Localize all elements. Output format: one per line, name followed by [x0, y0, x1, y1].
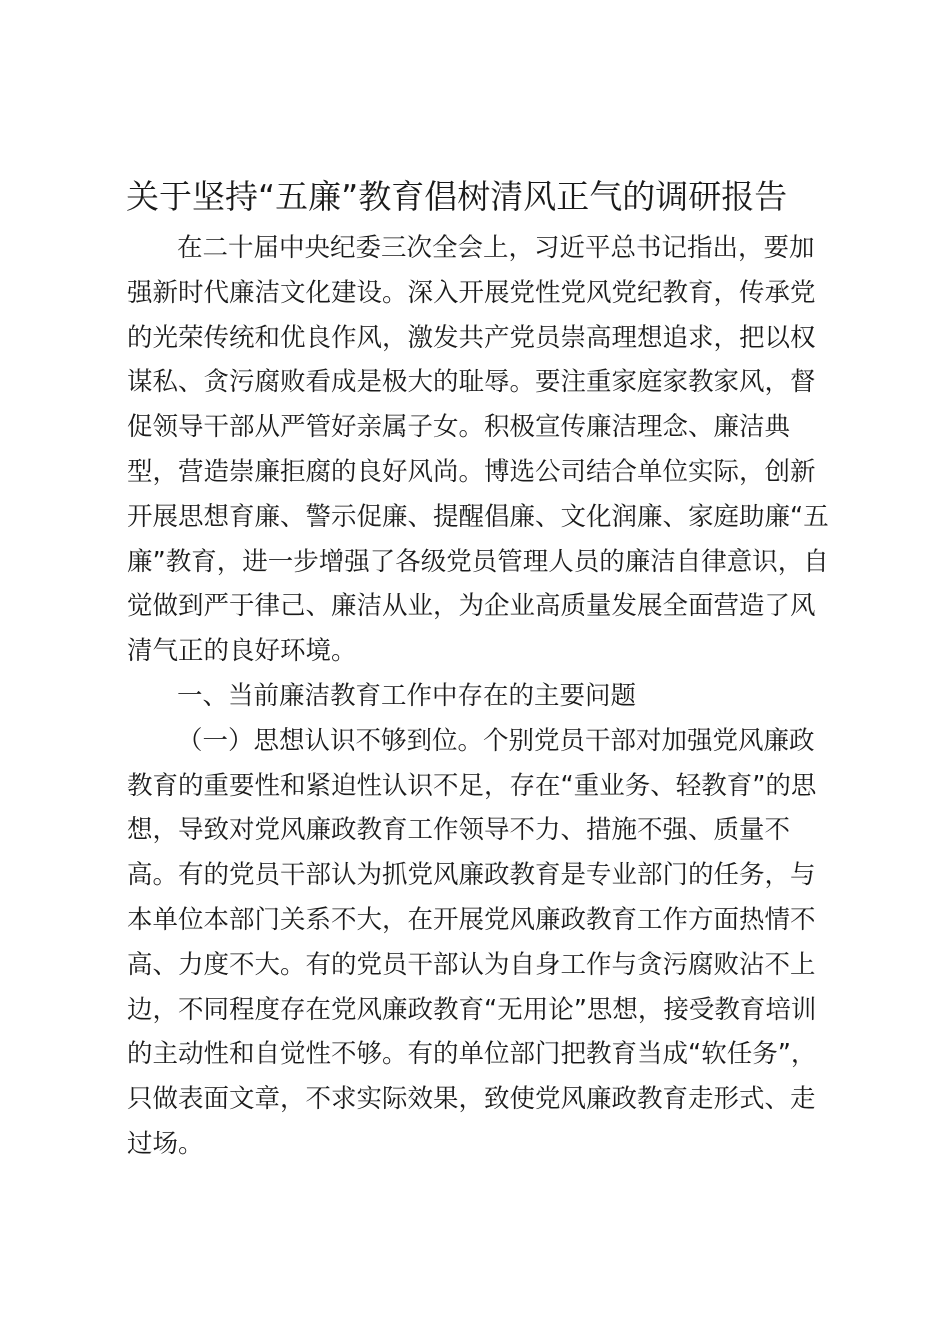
text-line: 在二十届中央纪委三次全会上，习近平总书记指出，要加 [177, 233, 815, 263]
text-line: 廉”教育，进一步增强了各级党员管理人员的廉洁自律意识，自 [127, 546, 829, 577]
text-line: 开展思想育廉、警示促廉、提醒倡廉、文化润廉、家庭助廉“五 [127, 501, 829, 532]
text-line: （一）思想认识不够到位。个别党员干部对加强党风廉政 [177, 725, 815, 756]
text-line: 高。有的党员干部认为抓党风廉政教育是专业部门的任务，与 [127, 860, 816, 891]
text-line: 高、力度不大。有的党员干部认为自身工作与贪污腐败沾不上 [127, 949, 816, 980]
text-line: 型，营造崇廉拒腐的良好风尚。博选公司结合单位实际，创新 [127, 456, 816, 487]
paragraph-intro [127, 226, 827, 1167]
text-line: 边，不同程度存在党风廉政教育“无用论”思想，接受教育培训 [127, 994, 817, 1025]
section-heading: 一、当前廉洁教育工作中存在的主要问题 [177, 680, 637, 711]
text-line: 的主动性和自觉性不够。有的单位部门把教育当成“软任务”， [127, 1039, 817, 1070]
text-line: 过场。 [127, 1128, 204, 1159]
text-line: 促领导干部从严管好亲属子女。积极宣传廉洁理念、廉洁典 [127, 412, 791, 443]
text-line: 谋私、贪污腐败看成是极大的耻辱。要注重家庭家教家风，督 [127, 367, 816, 398]
document-title: 关于坚持“五廉”教育倡树清风正气的调研报告 [126, 177, 788, 216]
text-line: 强新时代廉洁文化建设。深入开展党性党风党纪教育，传承党 [127, 277, 816, 308]
text-line: 本单位本部门关系不大，在开展党风廉政教育工作方面热情不 [127, 904, 816, 935]
text-line: 只做表面文章，不求实际效果，致使党风廉政教育走形式、走 [127, 1084, 816, 1115]
text-line: 清气正的良好环境。 [127, 636, 357, 667]
text-line: 想，导致对党风廉政教育工作领导不力、措施不强、质量不 [127, 815, 791, 846]
text-line: 教育的重要性和紧迫性认识不足，存在“重业务、轻教育”的思 [127, 770, 817, 801]
text-line: 的光荣传统和优良作风，激发共产党员崇高理想追求，把以权 [127, 322, 816, 353]
text-line: 觉做到严于律己、廉洁从业，为企业高质量发展全面营造了风 [127, 591, 816, 622]
